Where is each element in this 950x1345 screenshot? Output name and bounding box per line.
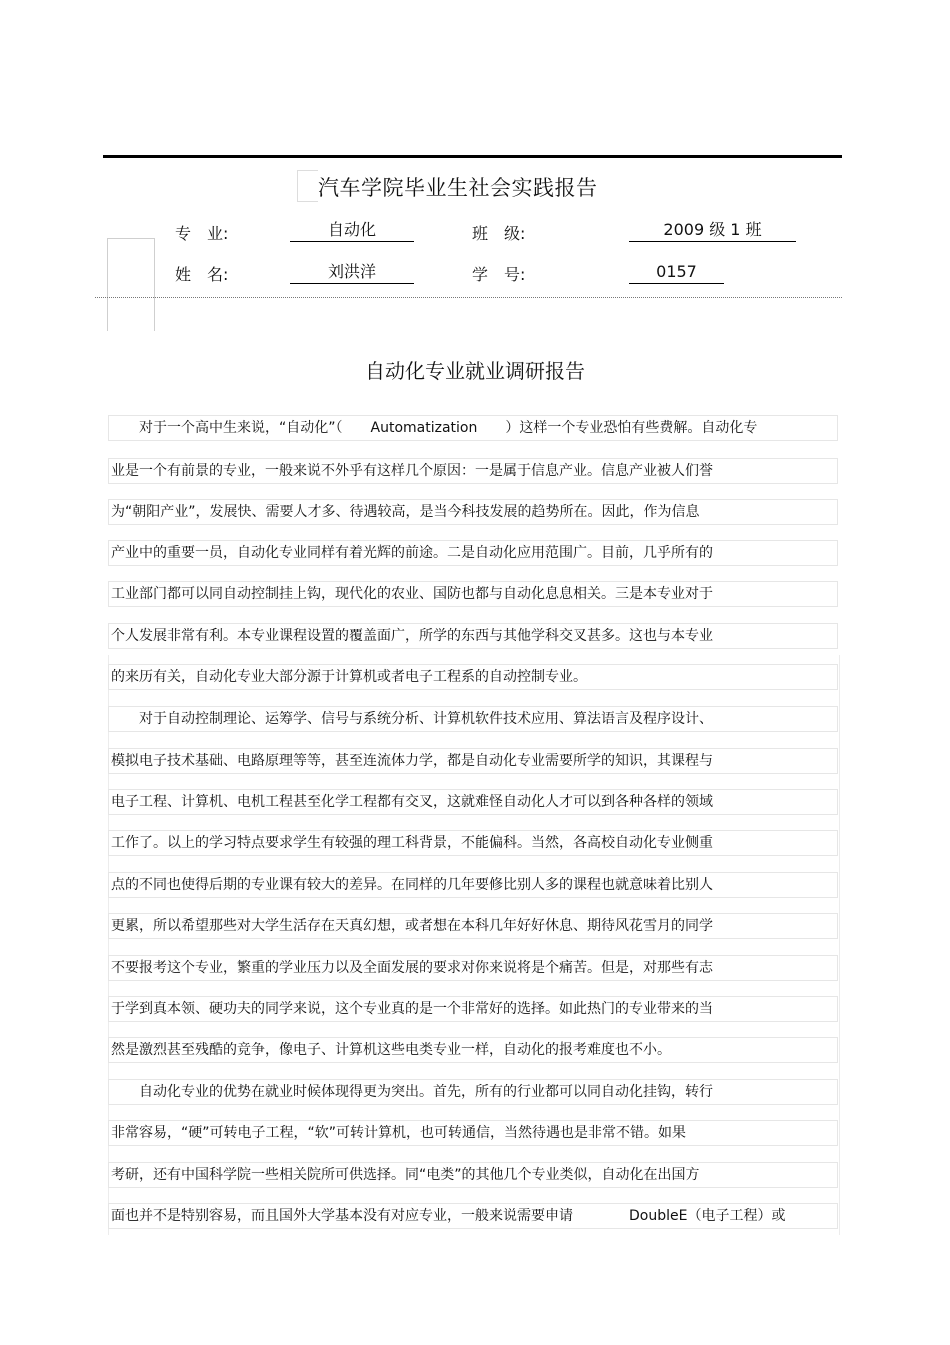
text-line: 于学到真本领、硬功夫的同学来说，这个专业真的是一个非常好的选择。如此热门的专业带来的当 [108,996,838,1022]
text-line: 产业中的重要一员，自动化专业同样有着光辉的前途。二是自动化应用范围广。目前，几乎所有的 [108,540,838,566]
text-line: 考研，还有中国科学院一些相关院所可供选择。同“电类”的其他几个专业类似，自动化在出国方 [108,1162,838,1188]
text-line: 点的不同也使得后期的专业课有较大的差异。在同样的几年要修比别人多的课程也就意味着比别人 [108,872,838,898]
text-line: 个人发展非常有利。本专业课程设置的覆盖面广，所学的东西与其他学科交叉甚多。这也与本专业 [108,623,838,649]
text-line: 电子工程、计算机、电机工程甚至化学工程都有交叉，这就难怪自动化人才可以到各种各样的领域 [108,789,838,815]
text-line: 工作了。以上的学习特点要求学生有较强的理工科背景，不能偏科。当然，各高校自动化专业侧重 [108,830,838,856]
document-title: 自动化专业就业调研报告 [365,359,585,383]
text-line: 模拟电子技术基础、电路原理等等，甚至连流体力学，都是自动化专业需要所学的知识，其课程与 [108,748,838,774]
text-line: 业是一个有前景的专业，一般来说不外乎有这样几个原因：一是属于信息产业。信息产业被人们誉 [108,458,838,484]
text-line: 对于自动控制理论、运筹学、信号与系统分析、计算机软件技术应用、算法语言及程序设计、 [108,706,838,732]
title-marker-box [297,170,318,202]
class-label: 班 级: [472,224,526,243]
text-line: 的来历有关，自动化专业大部分源于计算机或者电子工程系的自动控制专业。 [108,664,838,690]
text-line: 面也并不是特别容易，而且国外大学基本没有对应专业，一般来说需要申请 DoubleE（电子工程）或 [108,1203,838,1229]
name-label: 姓 名: [175,265,229,284]
text-line: 工业部门都可以同自动控制挂上钩，现代化的农业、国防也都与自动化息息相关。三是本专业对于 [108,581,838,607]
text-line: 然是激烈甚至残酷的竞争，像电子、计算机这些电类专业一样，自动化的报考难度也不小。 [108,1037,838,1063]
major-value: 自动化 [290,219,414,242]
text-line: 对于一个高中生来说，“自动化”（ Automatization ）这样一个专业恐怕有些费解。自动化专 [108,415,838,441]
text-line: 不要报考这个专业，繁重的学业压力以及全面发展的要求对你来说将是个痛苦。但是，对那些有志 [108,955,838,981]
left-frame-box [107,238,155,331]
id-label: 学 号: [472,265,526,284]
id-value: 0157 [629,261,724,284]
report-title: 汽车学院毕业生社会实践报告 [318,176,598,200]
class-value: 2009 级 1 班 [629,219,796,242]
text-line: 为“朝阳产业”，发展快、需要人才多、待遇较高，是当今科技发展的趋势所在。因此，作为信息 [108,499,838,525]
name-value: 刘洪洋 [290,261,414,284]
major-label: 专 业: [175,224,229,243]
body-frame [108,655,840,1235]
text-line: 非常容易，“硬”可转电子工程，“软”可转计算机，也可转通信，当然待遇也是非常不错。如果 [108,1120,838,1146]
top-horizontal-rule [103,155,842,158]
text-line: 自动化专业的优势在就业时候体现得更为突出。首先，所有的行业都可以同自动化挂钩，转行 [108,1079,838,1105]
text-line: 更累，所以希望那些对大学生活存在天真幻想，或者想在本科几年好好休息、期待风花雪月的同学 [108,913,838,939]
dotted-separator [95,297,842,298]
